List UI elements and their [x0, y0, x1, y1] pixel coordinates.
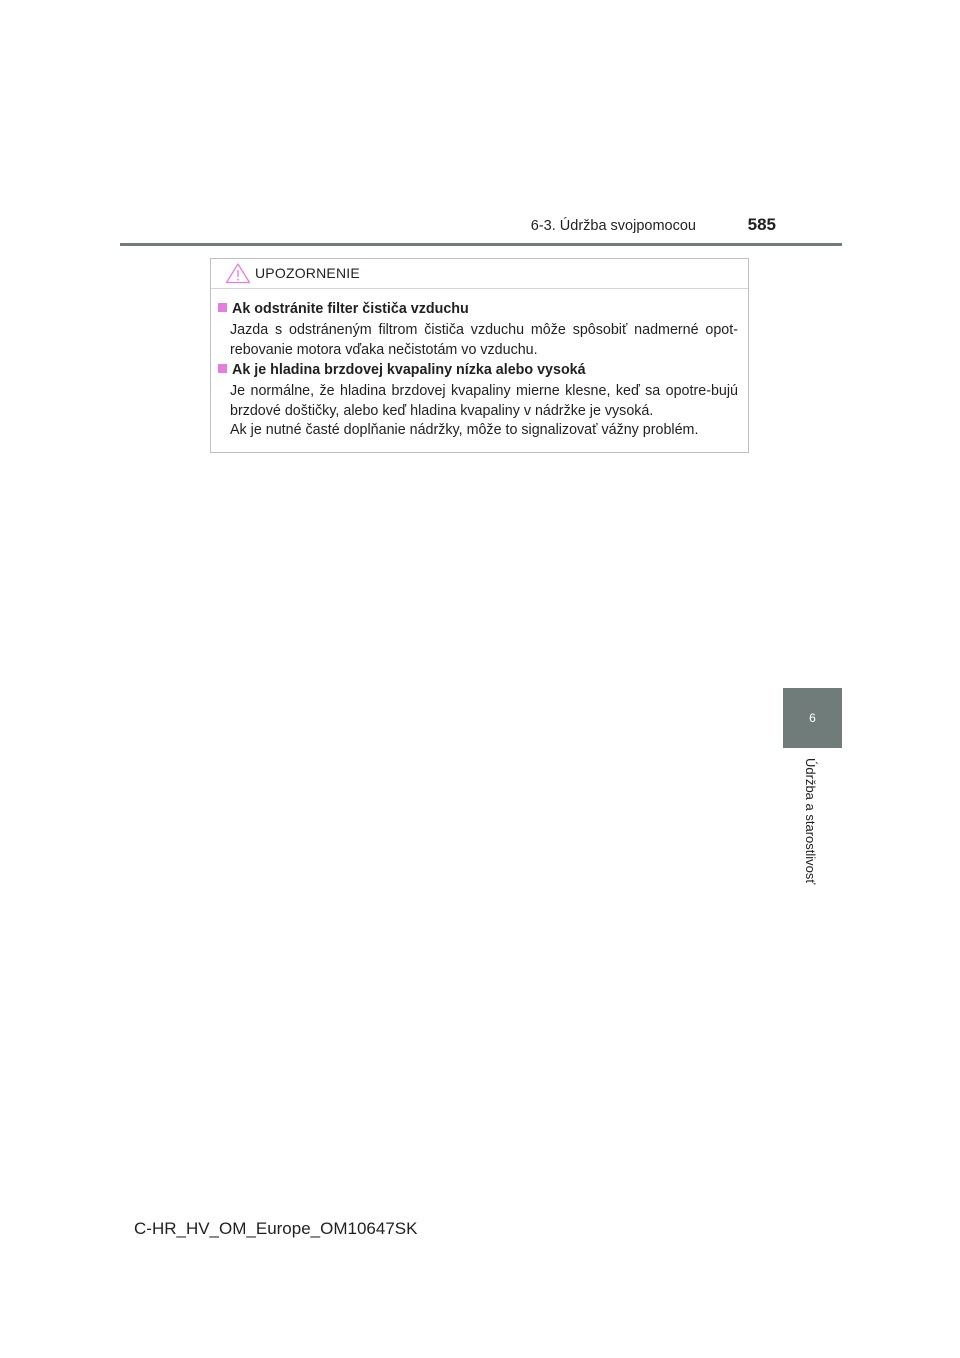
warning-item-text: Je normálne, že hladina brzdovej kvapaliny mierne klesne, keď sa opotre-bujú brzdové doštičky, alebo keď hladina kvapaliny v nádržke je vysoká. [230, 383, 738, 419]
bullet-square-icon [218, 303, 227, 312]
bullet-square-icon [218, 364, 227, 373]
warning-item-body [230, 321, 738, 360]
chapter-label: Údržba a starostlivosť [803, 758, 818, 885]
warning-box [210, 258, 749, 453]
header-rule [120, 243, 842, 246]
chapter-number: 6 [809, 711, 816, 725]
header-section-title: 6-3. Údržba svojpomocou [530, 218, 696, 234]
warning-item-text: Ak je nutné časté doplňanie nádržky, môže to signalizovať vážny problém. [230, 422, 699, 438]
warning-item [218, 361, 738, 441]
footer-doc-id: C-HR_HV_OM_Europe_OM10647SK [134, 1219, 418, 1238]
page-number: 585 [747, 215, 776, 234]
warning-item-heading: Ak je hladina brzdovej kvapaliny nízka alebo vysoká [218, 361, 738, 380]
warning-item-heading: Ak odstránite filter čističa vzduchu [218, 300, 738, 319]
warning-item [218, 300, 738, 360]
warning-title: UPOZORNENIE [255, 265, 360, 281]
warning-header [211, 259, 748, 289]
warning-item-body [230, 382, 738, 441]
warning-item-text: Jazda s odstráneným filtrom čističa vzduchu môže spôsobiť nadmerné opot-rebovanie motora vďaka nečistotám vo vzduchu. [230, 322, 738, 358]
warning-triangle-icon [225, 262, 251, 284]
chapter-tab [783, 688, 842, 748]
